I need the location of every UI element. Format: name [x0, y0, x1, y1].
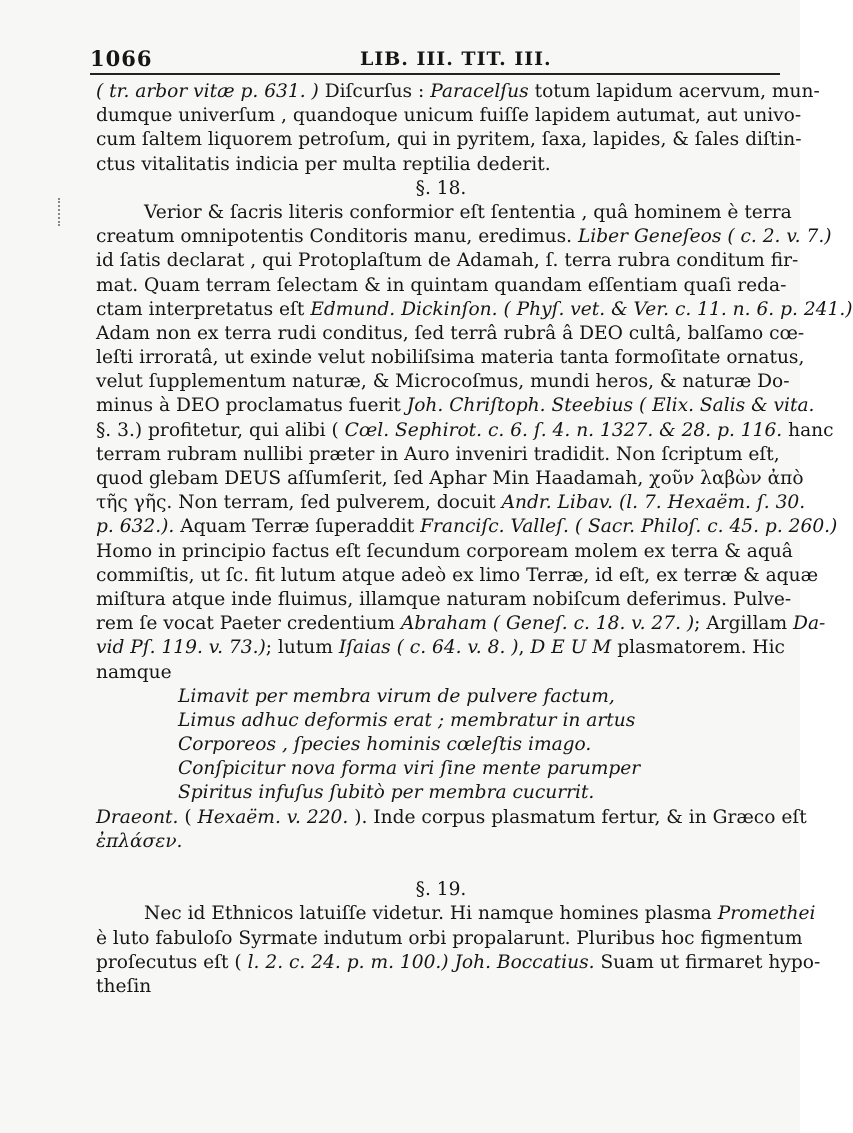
text-span: leſti irroratâ, ut exinde velut nobiliſsima materia tanta formoſitate ornatus,: [96, 347, 805, 369]
text-span: §. 3.) profitetur, qui alibi (: [96, 419, 345, 441]
italic-span: p. 632.).: [96, 516, 175, 538]
italic-span: Edmund. Dickinſon. ( Phyſ. vet. & Ver. c. 11. n. 6. p. 241.): [310, 298, 853, 320]
italic-span: Abraham ( Geneſ. c. 18. v. 27. ): [400, 613, 695, 635]
verse-line: [96, 757, 786, 781]
text-line: [96, 298, 853, 322]
text-span: cum ſaltem liquorem petroſum, qui in pyritem, ſaxa, lapides, & ſales diſtin-: [96, 129, 802, 151]
text-line: [96, 902, 816, 926]
text-line: [96, 540, 793, 564]
text-span: id ſatis declarat , qui Protoplaſtum de Adamah, ſ. terra rubra conditum fir-: [96, 250, 799, 272]
italic-span: Liber Geneſeos ( c. 2. v. 7.): [577, 226, 832, 248]
italic-span: Joh. Chriſtoph. Steebius ( Elix. Salis & vita.: [406, 395, 815, 417]
text-span: ctus vitalitatis indicia per multa reptilia dederit.: [96, 153, 551, 175]
italic-span: Draeont.: [96, 806, 179, 828]
text-span: velut ſupplementum naturæ, & Microcoſmus, mundi heros, & naturæ Do-: [96, 371, 790, 393]
text-span: namque: [96, 661, 172, 683]
italic-span: Hexaëm. v. 220.: [197, 806, 349, 828]
text-line: [96, 927, 803, 951]
text-line: [96, 636, 786, 660]
text-line: [96, 661, 786, 685]
text-line: [96, 951, 821, 975]
text-span: Aquam Terræ ſuperaddit: [174, 516, 421, 538]
text-line: [96, 491, 806, 515]
text-span: miſtura atque inde fluimus, illamque naturam nobiſcum deferimus. Pulve-: [96, 588, 792, 610]
text-line: [96, 515, 838, 539]
text-line: [96, 564, 819, 588]
text-span: commiſtis, ut ſc. fit lutum atque adeò ex limo Terræ, id eſt, ex terræ & aquæ: [96, 564, 819, 586]
text-span: plasmatorem. Hic: [611, 637, 785, 659]
text-span: Corporeos , ſpecies hominis cœleſtis imago.: [178, 734, 592, 756]
text-line: [96, 274, 786, 298]
italic-span: l. 2. c. 24. p. m. 100.) Joh. Boccatius.: [247, 951, 595, 973]
verse-line: [96, 709, 786, 733]
body-text: [96, 80, 853, 999]
text-span: Spiritus infuſus ſubitò per membra cucurrit.: [178, 782, 595, 804]
text-line: [96, 612, 826, 636]
text-span: Diſcurſus :: [318, 81, 431, 102]
text-span: ). Inde corpus plasmatum fertur, & in Græco eſt: [348, 806, 807, 828]
text-span: τῆς γῆς. Non terram, ſed pulverem, docuit: [96, 492, 502, 514]
text-span: ,: [518, 637, 531, 659]
page-header: [60, 42, 780, 76]
text-line: [96, 588, 792, 612]
italic-span: ἐπλάσεν.: [96, 830, 183, 852]
page-number: 1066: [90, 46, 153, 71]
verse-line: [96, 781, 786, 805]
verse-line: [96, 685, 786, 709]
text-span: Limus adhuc deformis erat ; membratur in artus: [178, 709, 636, 731]
text-line: [96, 394, 815, 418]
text-span: Conſpicitur nova forma viri ſine mente parumper: [178, 758, 641, 780]
text-span: Adam non ex terra rudi conditus, ſed terrâ rubrâ â DEO cultâ, balſamo cœ-: [96, 322, 805, 344]
italic-span: Promethei: [717, 903, 816, 925]
italic-span: Iſaias ( c. 64. v. 8. ): [338, 637, 519, 659]
text-span: rem ſe vocat Paeter credentium: [96, 613, 401, 635]
text-line: [96, 806, 807, 830]
running-title: LIB. III. TIT. III.: [360, 48, 552, 70]
italic-span: Andr. Libav. (l. 7. Hexaëm. ſ. 30.: [501, 492, 806, 514]
text-span: totum lapidum acervum, mun-: [528, 81, 820, 102]
margin-mark: [58, 198, 74, 226]
italic-span: Da-: [793, 613, 826, 635]
section-heading: [96, 177, 786, 201]
text-span: ; lutum: [265, 637, 339, 659]
text-span: Verior & ſacris literis conformior eſt ſententia , quâ hominem è terra: [144, 201, 792, 223]
text-span: Homo in principio factus eſt ſecundum corpoream molem ex terra & aquâ: [96, 540, 793, 562]
text-span: ctam interpretatus eſt: [96, 298, 311, 320]
text-line: [96, 153, 786, 177]
text-line: [96, 975, 786, 999]
text-span: dumque univerſum , quandoque unicum fuiſſe lapidem autumat, aut univo-: [96, 105, 802, 127]
text-line: [96, 201, 792, 225]
text-line: [96, 443, 786, 467]
text-span: creatum omnipotentis Conditoris manu, eredimus.: [96, 226, 578, 248]
text-span: theſin: [96, 975, 152, 997]
italic-span: ( tr. arbor vitæ p. 631. ): [96, 81, 319, 102]
text-line: [96, 854, 786, 878]
text-line: [96, 346, 805, 370]
section-heading: [96, 878, 786, 902]
text-line: [96, 322, 805, 346]
text-span: Limavit per membra virum de pulvere factum,: [178, 685, 615, 707]
text-span: minus à DEO proclamatus fuerit: [96, 395, 407, 417]
italic-span: Cœl. Sephirot. c. 6. ſ. 4. n. 1327. & 28. p. 116.: [344, 419, 783, 441]
header-rule: [90, 73, 780, 75]
text-line: [96, 370, 790, 394]
text-span: (: [178, 806, 198, 828]
text-line: [96, 830, 786, 854]
text-line: [96, 225, 832, 249]
text-span: §. 18.: [415, 177, 467, 199]
text-line: [96, 80, 820, 104]
text-line: [96, 249, 799, 273]
text-span: Suam ut firmaret hypo-: [594, 951, 821, 973]
text-span: è luto fabuloſo Syrmate indutum orbi propalarunt. Pluribus hoc figmentum: [96, 927, 803, 949]
text-line: [96, 104, 802, 128]
text-span: mat. Quam terram ſelectam & in quintam quandam eſſentiam quaſi reda-: [96, 274, 787, 296]
text-span: ; Argillam: [694, 613, 794, 635]
italic-span: Paracelſus: [430, 81, 529, 102]
text-span: terram rubram nullibi præter in Auro inveniri tradidit. Non ſcriptum eſt,: [96, 443, 780, 465]
italic-span: vid Pſ. 119. v. 73.): [96, 637, 266, 659]
italic-span: D E U M: [530, 637, 612, 659]
text-line: [96, 467, 804, 491]
text-line: [96, 128, 802, 152]
text-span: proſecutus eſt (: [96, 951, 248, 973]
text-span: Nec id Ethnicos latuiſſe videtur. Hi namque homines plasma: [144, 903, 718, 925]
text-line: [96, 419, 834, 443]
text-span: hanc: [782, 419, 834, 441]
verse-line: [96, 733, 786, 757]
text-span: §. 19.: [415, 879, 467, 901]
italic-span: Franciſc. Valleſ. ( Sacr. Philoſ. c. 45. p. 260.): [420, 516, 838, 538]
text-span: quod glebam DEUS aſſumſerit, ſed Aphar Min Haadamah, χοῦν λαβὼν ἀπὸ: [96, 468, 804, 489]
